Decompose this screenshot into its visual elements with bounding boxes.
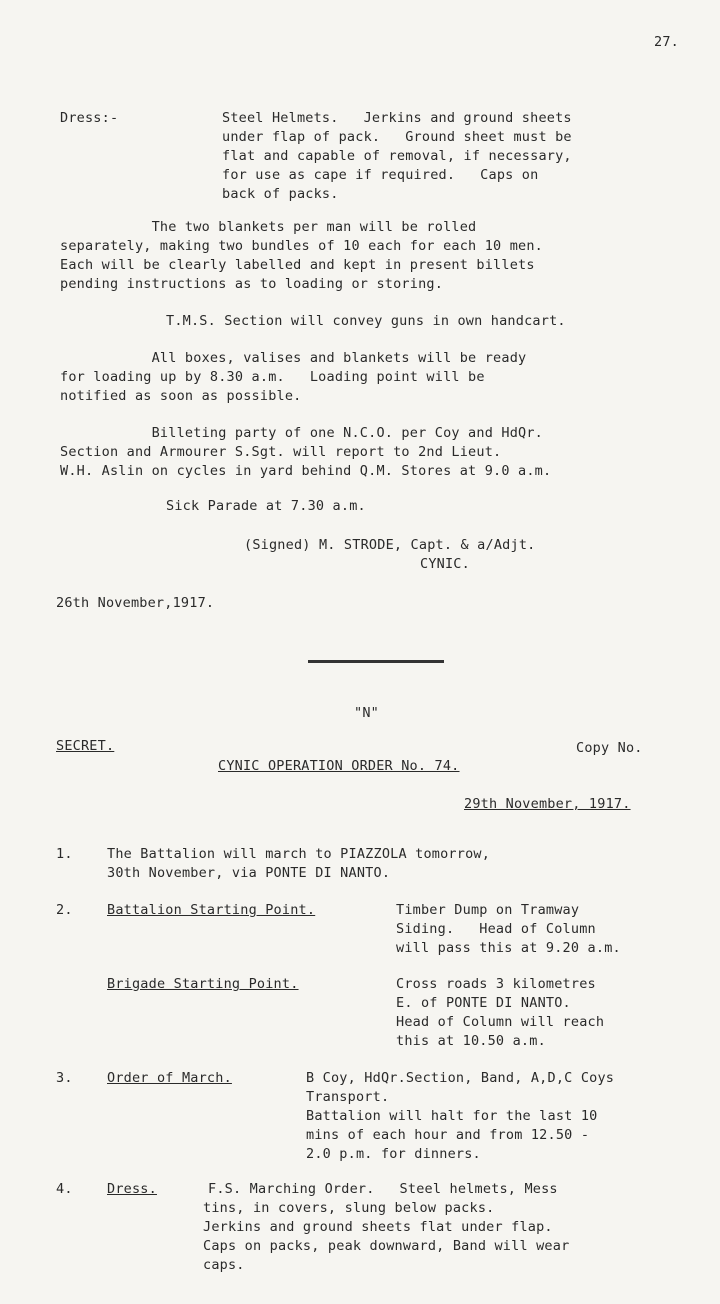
item-2b-line: Cross roads 3 kilometres [396,976,596,992]
boxes-line: All boxes, valises and blankets will be ready [60,350,527,366]
item-1-text [107,845,490,883]
page-number: 27. [654,34,679,50]
first-date: 26th November,1917. [56,595,215,611]
boxes-line: for loading up by 8.30 a.m. Loading point will be [60,369,485,385]
item-2b-line: Head of Column will reach [396,1014,605,1030]
tm-section-line: T.M.S. Section will convey guns in own handcart. [166,313,566,329]
item-2b-line: E. of PONTE DI NANTO. [396,995,571,1011]
annex-mark: "N" [354,705,379,721]
item-4-number: 4. [56,1181,73,1197]
dress-line: back of packs. [222,186,339,202]
item-4-first-line: F.S. Marching Order. Steel helmets, Mess [208,1181,558,1197]
item-3-number: 3. [56,1070,73,1086]
section-divider [308,660,444,663]
dress-line: for use as cape if required. Caps on [222,167,539,183]
billeting-line: Billeting party of one N.C.O. per Coy and HdQr. [60,425,544,441]
battalion-starting-point-text [396,901,621,958]
order-date: 29th November, 1917. [464,796,631,812]
dress-line: Steel Helmets. Jerkins and ground sheets [222,110,572,126]
dress-line: under flap of pack. Ground sheet must be [222,129,572,145]
boxes-paragraph [60,349,526,406]
brigade-starting-point-text [396,975,604,1051]
secret-heading: SECRET. [56,738,115,754]
item-1-line: The Battalion will march to PIAZZOLA tomorrow, [107,846,491,862]
battalion-starting-point-heading: Battalion Starting Point. [107,902,316,918]
item-4-text [203,1199,569,1275]
item-3-line: B Coy, HdQr.Section, Band, A,D,C Coys [306,1070,615,1086]
dress-label: Dress:- [60,110,119,126]
item-3-line: 2.0 p.m. for dinners. [306,1146,481,1162]
blankets-line: pending instructions as to loading or storing. [60,276,444,292]
boxes-line: notified as soon as possible. [60,388,302,404]
blankets-line: separately, making two bundles of 10 each for each 10 men. [60,238,544,254]
dress-text [222,109,572,204]
order-of-march-text [306,1069,614,1164]
item-4-line: tins, in covers, slung below packs. [203,1200,495,1216]
brigade-starting-point-heading: Brigade Starting Point. [107,976,299,992]
signature-unit: CYNIC. [420,556,470,572]
item-3-line: Battalion will halt for the last 10 [306,1108,598,1124]
dress-heading: Dress. [107,1181,157,1197]
order-of-march-heading: Order of March. [107,1070,232,1086]
copy-number-label: Copy No. [576,740,643,756]
billeting-line: W.H. Aslin on cycles in yard behind Q.M. Stores at 9.0 a.m. [60,463,552,479]
blankets-paragraph [60,218,543,294]
item-2-number: 2. [56,902,73,918]
item-4-line: Caps on packs, peak downward, Band will wear [203,1238,570,1254]
item-2a-line: will pass this at 9.20 a.m. [396,940,621,956]
blankets-line: The two blankets per man will be rolled [60,219,477,235]
sick-parade-line: Sick Parade at 7.30 a.m. [166,498,366,514]
billeting-line: Section and Armourer S.Sgt. will report to 2nd Lieut. [60,444,502,460]
billeting-paragraph [60,424,551,481]
item-2a-line: Siding. Head of Column [396,921,596,937]
item-2b-line: this at 10.50 a.m. [396,1033,546,1049]
item-4-line: caps. [203,1257,245,1273]
item-1-line: 30th November, via PONTE DI NANTO. [107,865,391,881]
item-1-number: 1. [56,846,73,862]
order-title: CYNIC OPERATION ORDER No. 74. [218,758,460,774]
item-3-line: mins of each hour and from 12.50 - [306,1127,590,1143]
item-4-line: Jerkins and ground sheets flat under flap. [203,1219,553,1235]
blankets-line: Each will be clearly labelled and kept in present billets [60,257,535,273]
dress-line: flat and capable of removal, if necessary, [222,148,572,164]
item-2a-line: Timber Dump on Tramway [396,902,580,918]
item-3-line: Transport. [306,1089,390,1105]
signature-line: (Signed) M. STRODE, Capt. & a/Adjt. [244,537,536,553]
